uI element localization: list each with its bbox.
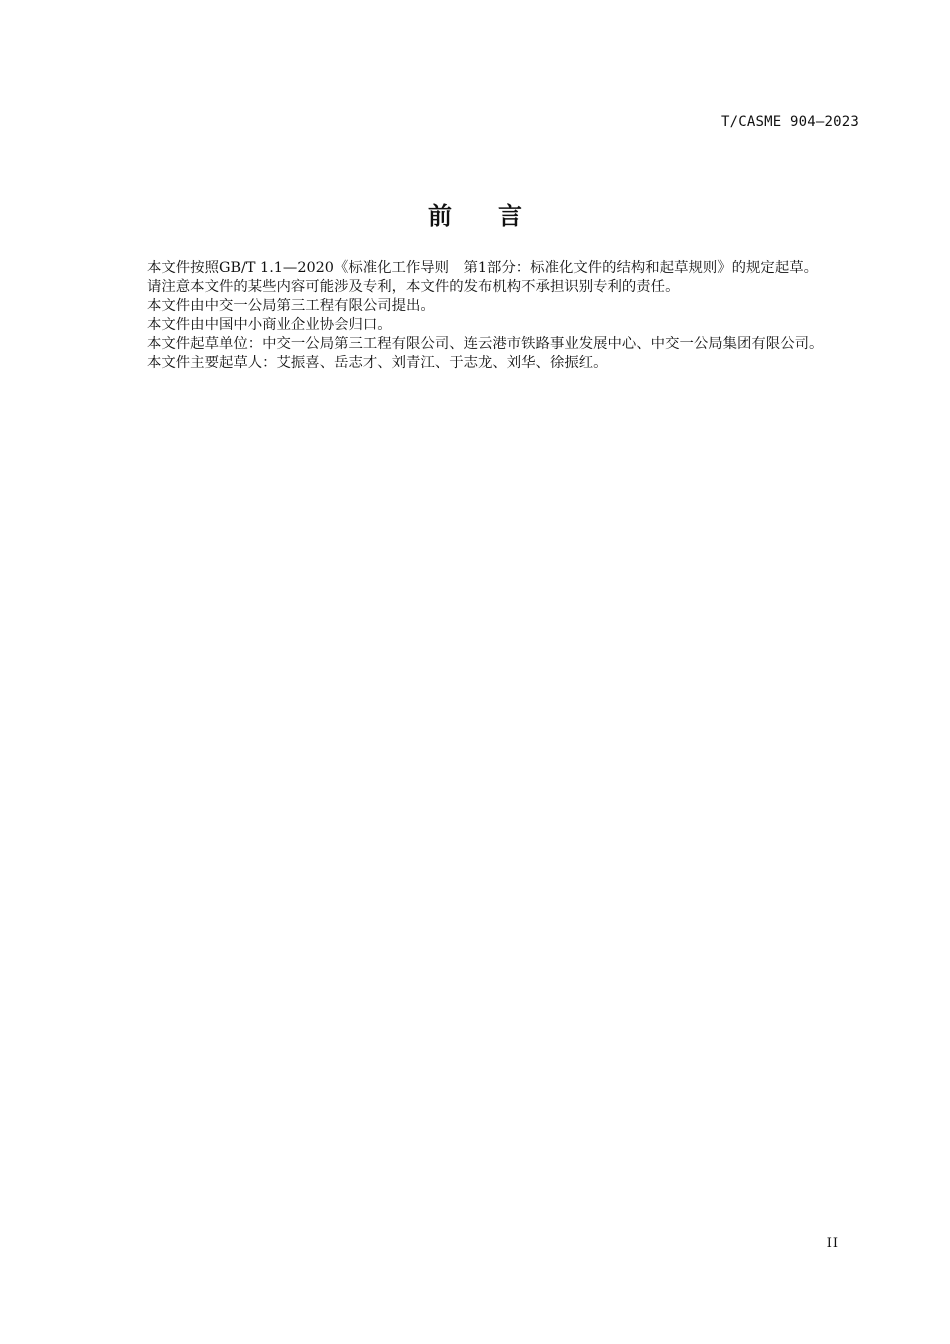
paragraph-patent-notice: 请注意本文件的某些内容可能涉及专利，本文件的发布机构不承担识别专利的责任。 [147,279,680,295]
paragraph-drafting-rules: 本文件按照GB/T 1.1—2020《标准化工作导则 第1部分：标准化文件的结构和起草规则》的规定起草。 [147,260,818,276]
paragraph-drafting-units: 本文件起草单位：中交一公局第三工程有限公司、连云港市铁路事业发展中心、中交一公局集团有限公司。 [147,336,824,352]
page-number: II [826,1236,839,1251]
foreword-body [113,259,859,373]
paragraph-proposer: 本文件由中交一公局第三工程有限公司提出。 [147,298,435,314]
paragraph-main-drafters: 本文件主要起草人：艾振喜、岳志才、刘青江、于志龙、刘华、徐振红。 [147,355,608,371]
page-title: 前言 [428,202,568,230]
document-code: T/CASME 904—2023 [720,114,859,130]
paragraph-centralized-unit: 本文件由中国中小商业企业协会归口。 [147,317,392,333]
